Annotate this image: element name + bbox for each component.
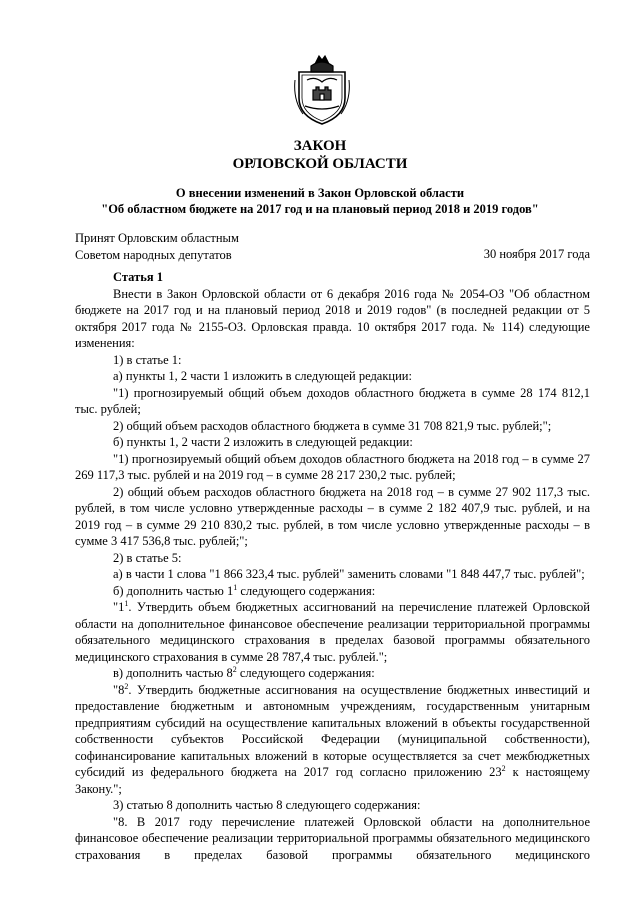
paragraph-11: "$1^1$. Утвердить объем бюджетных ассигнований на перечисление платежей Орловской области на дополнительное финансовое обеспечение реализации территориальной программы обязательного медицинского страхования в пределах базовой программы обязательного медицинского страхования в сумме 28 787,4 тыс. рублей."; xyxy=(75,599,590,664)
paragraph-10: б) дополнить частью $1^1$ следующего содержания: xyxy=(113,582,376,598)
paragraph-15: "8. В 2017 году перечисление платежей Орловской области на дополнительное финансовое обеспечение реализации территориальной программы обязательного медицинского страхования в пределах базовой программы обязательного медицинского xyxy=(75,814,590,862)
paragraph-6: "1) прогнозируемый общий объем доходов областного бюджета на 2018 год – в сумме 27 269 117,3 тыс. рублей и на 2019 год – в сумме 28 217 230,2 тыс. рублей; xyxy=(75,451,590,482)
adoption-line1: Принят Орловским областным xyxy=(75,231,239,245)
paragraph-7: 2) общий объем расходов областного бюджета на 2018 год – в сумме 27 902 117,3 тыс. рублей, в том числе условно утвержденные расходы – в сумме 2 182 407,9 тыс. рублей, и на 2019 год – в сумме 29 210 830,2 тыс. рублей, в том числе условно утвержденные расходы – в сумме 3 417 536,8 тыс. рублей;"; xyxy=(75,484,590,548)
paragraph-2: а) пункты 1, 2 части 1 изложить в следующей редакции: xyxy=(113,369,412,383)
law-subtitle-line2: "Об областном бюджете на 2017 год и на плановый период 2018 и 2019 годов" xyxy=(101,202,539,216)
law-subtitle-line1: О внесении изменений в Закон Орловской области xyxy=(175,186,465,200)
paragraph-8: 2) в статье 5: xyxy=(113,550,182,565)
paragraph-1: 1) в статье 1: xyxy=(113,352,182,367)
law-title: ЗАКОН xyxy=(293,138,347,154)
law-region: ОРЛОВСКОЙ ОБЛАСТИ xyxy=(232,156,408,172)
paragraph-3: "1) прогнозируемый общий объем доходов областного бюджета в сумме 28 174 812,1 тыс. рублей; xyxy=(75,385,590,416)
paragraph-13: "$8^2$. Утвердить бюджетные ассигнования на осуществление бюджетных инвестиций и предоставление бюджетным и автономным учреждениям, государственным унитарным предприятиям субсидий на осуществление капитальных вложений в объекты государственной собственности субъектов Российской Федерации (муниципальной собственности), софинансирование капитальных вложений в которые осуществляется за счет межбюджетных субсидий из федерального бюджета на 2017 год согласно приложению $23^2$ к настоящему Закону."; xyxy=(75,681,590,796)
paragraph-4: 2) общий объем расходов областного бюджета в сумме 31 708 821,9 тыс. рублей;"; xyxy=(113,418,552,433)
article-intro: Внести в Закон Орловской области от 6 декабря 2016 года № 2054-ОЗ "Об областном бюджете на 2017 год и на плановый период 2018 и 2019 годов" (в последней редакции от 5 октября 2017 года № 2155-ОЗ. Орловская правда. 10 октября 2017 года. № 114) следующие изменения: xyxy=(75,286,590,350)
article-body xyxy=(75,269,590,863)
paragraph-9: а) в части 1 слова "1 866 323,4 тыс. рублей" заменить словами "1 848 447,7 тыс. рублей"; xyxy=(113,567,585,581)
article-heading: Статья 1 xyxy=(113,270,163,284)
coat-of-arms-icon xyxy=(293,50,351,126)
adoption-date: 30 ноября 2017 года xyxy=(483,247,590,261)
paragraph-14: 3) статью 8 дополнить частью 8 следующего содержания: xyxy=(113,798,421,812)
paragraph-5: б) пункты 1, 2 части 2 изложить в следующей редакции: xyxy=(113,435,413,449)
adoption-block xyxy=(75,230,239,263)
adoption-line2: Советом народных депутатов xyxy=(75,247,232,262)
paragraph-12: в) дополнить частью $8^2$ следующего содержания: xyxy=(113,665,375,680)
